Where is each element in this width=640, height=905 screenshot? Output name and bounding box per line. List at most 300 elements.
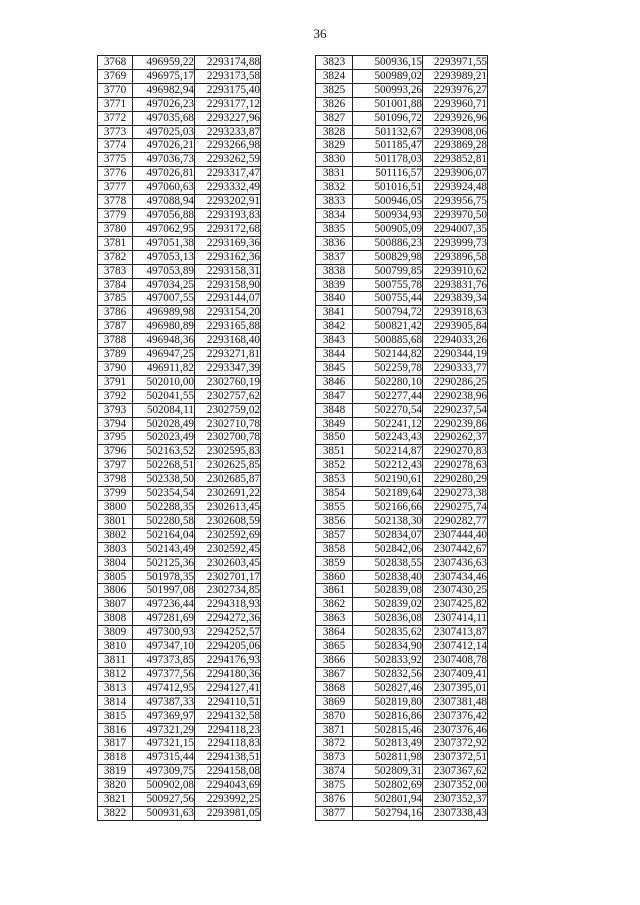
point-number-cell: 3862 bbox=[316, 598, 353, 612]
point-number-cell: 3776 bbox=[98, 167, 133, 181]
table-row bbox=[316, 473, 488, 487]
point-number-cell: 3772 bbox=[98, 111, 133, 125]
point-number-cell: 3834 bbox=[316, 208, 353, 222]
table-row bbox=[316, 737, 488, 751]
x-coordinate-cell: 500993,26 bbox=[353, 83, 423, 97]
x-coordinate-cell: 502010,00 bbox=[133, 375, 195, 389]
x-coordinate-cell: 502338,50 bbox=[133, 473, 195, 487]
x-coordinate-cell: 497300,93 bbox=[133, 626, 195, 640]
x-coordinate-cell: 502268,51 bbox=[133, 459, 195, 473]
x-coordinate-cell: 502241,12 bbox=[353, 417, 423, 431]
y-coordinate-cell: 2293956,75 bbox=[423, 195, 488, 209]
point-number-cell: 3795 bbox=[98, 431, 133, 445]
y-coordinate-cell: 2293896,58 bbox=[423, 250, 488, 264]
point-number-cell: 3768 bbox=[98, 56, 133, 70]
x-coordinate-cell: 500886,23 bbox=[353, 236, 423, 250]
x-coordinate-cell: 502189,64 bbox=[353, 487, 423, 501]
x-coordinate-cell: 496948,36 bbox=[133, 334, 195, 348]
point-number-cell: 3801 bbox=[98, 514, 133, 528]
point-number-cell: 3817 bbox=[98, 737, 133, 751]
point-number-cell: 3859 bbox=[316, 556, 353, 570]
y-coordinate-cell: 2293165,88 bbox=[195, 320, 261, 334]
y-coordinate-cell: 2290278,63 bbox=[423, 459, 488, 473]
y-coordinate-cell: 2293317,47 bbox=[195, 167, 261, 181]
y-coordinate-cell: 2293869,28 bbox=[423, 139, 488, 153]
point-number-cell: 3791 bbox=[98, 375, 133, 389]
x-coordinate-cell: 497034,25 bbox=[133, 278, 195, 292]
point-number-cell: 3819 bbox=[98, 765, 133, 779]
table-row bbox=[98, 208, 261, 222]
table-row bbox=[316, 626, 488, 640]
table-row bbox=[98, 111, 261, 125]
table-row bbox=[316, 445, 488, 459]
table-row bbox=[316, 83, 488, 97]
table-row bbox=[98, 195, 261, 209]
x-coordinate-cell: 502834,07 bbox=[353, 528, 423, 542]
point-number-cell: 3804 bbox=[98, 556, 133, 570]
point-number-cell: 3860 bbox=[316, 570, 353, 584]
y-coordinate-cell: 2307409,41 bbox=[423, 667, 488, 681]
x-coordinate-cell: 496911,82 bbox=[133, 361, 195, 375]
y-coordinate-cell: 2294110,51 bbox=[195, 695, 261, 709]
y-coordinate-cell: 2307372,92 bbox=[423, 737, 488, 751]
table-row bbox=[98, 681, 261, 695]
table-row bbox=[316, 779, 488, 793]
table-row bbox=[316, 501, 488, 515]
point-number-cell: 3848 bbox=[316, 403, 353, 417]
point-number-cell: 3820 bbox=[98, 779, 133, 793]
table-row bbox=[316, 320, 488, 334]
y-coordinate-cell: 2302613,45 bbox=[195, 501, 261, 515]
table-row bbox=[98, 737, 261, 751]
table-row bbox=[98, 56, 261, 70]
point-number-cell: 3865 bbox=[316, 640, 353, 654]
table-row bbox=[98, 431, 261, 445]
y-coordinate-cell: 2302592,69 bbox=[195, 528, 261, 542]
y-coordinate-cell: 2290344,19 bbox=[423, 348, 488, 362]
x-coordinate-cell: 502190,61 bbox=[353, 473, 423, 487]
y-coordinate-cell: 2293971,55 bbox=[423, 56, 488, 70]
y-coordinate-cell: 2293970,50 bbox=[423, 208, 488, 222]
y-coordinate-cell: 2307367,62 bbox=[423, 765, 488, 779]
x-coordinate-cell: 501978,35 bbox=[133, 570, 195, 584]
y-coordinate-cell: 2293831,76 bbox=[423, 278, 488, 292]
x-coordinate-cell: 502212,43 bbox=[353, 459, 423, 473]
table-row bbox=[98, 375, 261, 389]
table-row bbox=[98, 361, 261, 375]
point-number-cell: 3876 bbox=[316, 793, 353, 807]
x-coordinate-cell: 497377,56 bbox=[133, 667, 195, 681]
point-number-cell: 3782 bbox=[98, 250, 133, 264]
point-number-cell: 3814 bbox=[98, 695, 133, 709]
x-coordinate-cell: 502288,35 bbox=[133, 501, 195, 515]
table-row bbox=[316, 222, 488, 236]
table-row bbox=[98, 514, 261, 528]
point-number-cell: 3807 bbox=[98, 598, 133, 612]
table-row bbox=[98, 292, 261, 306]
table-row bbox=[98, 139, 261, 153]
y-coordinate-cell: 2294138,51 bbox=[195, 751, 261, 765]
point-number-cell: 3811 bbox=[98, 653, 133, 667]
x-coordinate-cell: 497036,73 bbox=[133, 153, 195, 167]
point-number-cell: 3877 bbox=[316, 806, 353, 820]
y-coordinate-cell: 2293158,90 bbox=[195, 278, 261, 292]
point-number-cell: 3816 bbox=[98, 723, 133, 737]
x-coordinate-cell: 501001,88 bbox=[353, 97, 423, 111]
table-row bbox=[316, 514, 488, 528]
point-number-cell: 3829 bbox=[316, 139, 353, 153]
x-coordinate-cell: 502280,58 bbox=[133, 514, 195, 528]
point-number-cell: 3830 bbox=[316, 153, 353, 167]
x-coordinate-cell: 500934,93 bbox=[353, 208, 423, 222]
x-coordinate-cell: 497035,68 bbox=[133, 111, 195, 125]
y-coordinate-cell: 2307425,82 bbox=[423, 598, 488, 612]
y-coordinate-cell: 2307372,51 bbox=[423, 751, 488, 765]
x-coordinate-cell: 497060,63 bbox=[133, 181, 195, 195]
table-row bbox=[316, 97, 488, 111]
y-coordinate-cell: 2293918,63 bbox=[423, 306, 488, 320]
point-number-cell: 3815 bbox=[98, 709, 133, 723]
y-coordinate-cell: 2294180,36 bbox=[195, 667, 261, 681]
y-coordinate-cell: 2293908,06 bbox=[423, 125, 488, 139]
point-number-cell: 3810 bbox=[98, 640, 133, 654]
y-coordinate-cell: 2293999,73 bbox=[423, 236, 488, 250]
point-number-cell: 3824 bbox=[316, 69, 353, 83]
table-row bbox=[316, 695, 488, 709]
y-coordinate-cell: 2302701,17 bbox=[195, 570, 261, 584]
table-row bbox=[98, 542, 261, 556]
y-coordinate-cell: 2293992,25 bbox=[195, 793, 261, 807]
y-coordinate-cell: 2293271,81 bbox=[195, 348, 261, 362]
table-row bbox=[316, 709, 488, 723]
table-row bbox=[98, 570, 261, 584]
y-coordinate-cell: 2293906,07 bbox=[423, 167, 488, 181]
x-coordinate-cell: 502280,10 bbox=[353, 375, 423, 389]
point-number-cell: 3792 bbox=[98, 389, 133, 403]
table-row bbox=[98, 459, 261, 473]
y-coordinate-cell: 2302625,85 bbox=[195, 459, 261, 473]
point-number-cell: 3809 bbox=[98, 626, 133, 640]
table-row bbox=[98, 501, 261, 515]
point-number-cell: 3833 bbox=[316, 195, 353, 209]
point-number-cell: 3779 bbox=[98, 208, 133, 222]
x-coordinate-cell: 497412,95 bbox=[133, 681, 195, 695]
point-number-cell: 3851 bbox=[316, 445, 353, 459]
y-coordinate-cell: 2293173,58 bbox=[195, 69, 261, 83]
point-number-cell: 3781 bbox=[98, 236, 133, 250]
table-row bbox=[316, 111, 488, 125]
table-row bbox=[316, 389, 488, 403]
x-coordinate-cell: 497088,94 bbox=[133, 195, 195, 209]
table-row bbox=[316, 56, 488, 70]
y-coordinate-cell: 2293193,83 bbox=[195, 208, 261, 222]
x-coordinate-cell: 497051,38 bbox=[133, 236, 195, 250]
table-row bbox=[316, 528, 488, 542]
x-coordinate-cell: 501997,08 bbox=[133, 584, 195, 598]
x-coordinate-cell: 496959,22 bbox=[133, 56, 195, 70]
y-coordinate-cell: 2290262,37 bbox=[423, 431, 488, 445]
table-row bbox=[316, 250, 488, 264]
table-row bbox=[316, 403, 488, 417]
table-row bbox=[98, 348, 261, 362]
x-coordinate-cell: 501132,67 bbox=[353, 125, 423, 139]
table-row bbox=[98, 222, 261, 236]
table-row bbox=[98, 709, 261, 723]
y-coordinate-cell: 2307413,87 bbox=[423, 626, 488, 640]
table-row bbox=[316, 806, 488, 820]
y-coordinate-cell: 2294272,36 bbox=[195, 612, 261, 626]
x-coordinate-cell: 502815,46 bbox=[353, 723, 423, 737]
point-number-cell: 3794 bbox=[98, 417, 133, 431]
point-number-cell: 3849 bbox=[316, 417, 353, 431]
x-coordinate-cell: 502832,56 bbox=[353, 667, 423, 681]
y-coordinate-cell: 2307338,43 bbox=[423, 806, 488, 820]
table-row bbox=[98, 765, 261, 779]
table-row bbox=[98, 125, 261, 139]
x-coordinate-cell: 502144,82 bbox=[353, 348, 423, 362]
y-coordinate-cell: 2293905,84 bbox=[423, 320, 488, 334]
table-row bbox=[98, 473, 261, 487]
x-coordinate-cell: 500755,78 bbox=[353, 278, 423, 292]
y-coordinate-cell: 2294132,58 bbox=[195, 709, 261, 723]
point-number-cell: 3840 bbox=[316, 292, 353, 306]
x-coordinate-cell: 501016,51 bbox=[353, 181, 423, 195]
x-coordinate-cell: 502839,02 bbox=[353, 598, 423, 612]
point-number-cell: 3778 bbox=[98, 195, 133, 209]
y-coordinate-cell: 2307395,01 bbox=[423, 681, 488, 695]
point-number-cell: 3786 bbox=[98, 306, 133, 320]
y-coordinate-cell: 2302595,83 bbox=[195, 445, 261, 459]
y-coordinate-cell: 2294007,35 bbox=[423, 222, 488, 236]
x-coordinate-cell: 497315,44 bbox=[133, 751, 195, 765]
point-number-cell: 3789 bbox=[98, 348, 133, 362]
y-coordinate-cell: 2307412,14 bbox=[423, 640, 488, 654]
y-coordinate-cell: 2294252,57 bbox=[195, 626, 261, 640]
y-coordinate-cell: 2293177,12 bbox=[195, 97, 261, 111]
x-coordinate-cell: 497369,97 bbox=[133, 709, 195, 723]
table-row bbox=[98, 417, 261, 431]
point-number-cell: 3850 bbox=[316, 431, 353, 445]
table-row bbox=[98, 640, 261, 654]
y-coordinate-cell: 2293154,20 bbox=[195, 306, 261, 320]
x-coordinate-cell: 500905,09 bbox=[353, 222, 423, 236]
x-coordinate-cell: 500927,56 bbox=[133, 793, 195, 807]
point-number-cell: 3787 bbox=[98, 320, 133, 334]
point-number-cell: 3866 bbox=[316, 653, 353, 667]
point-number-cell: 3855 bbox=[316, 501, 353, 515]
y-coordinate-cell: 2293981,05 bbox=[195, 806, 261, 820]
table-row bbox=[98, 445, 261, 459]
page-number: 36 bbox=[313, 26, 327, 41]
table-row bbox=[98, 653, 261, 667]
y-coordinate-cell: 2307376,46 bbox=[423, 723, 488, 737]
point-number-cell: 3771 bbox=[98, 97, 133, 111]
y-coordinate-cell: 2294127,41 bbox=[195, 681, 261, 695]
x-coordinate-cell: 502833,92 bbox=[353, 653, 423, 667]
point-number-cell: 3857 bbox=[316, 528, 353, 542]
x-coordinate-cell: 497026,81 bbox=[133, 167, 195, 181]
point-number-cell: 3847 bbox=[316, 389, 353, 403]
y-coordinate-cell: 2294118,23 bbox=[195, 723, 261, 737]
table-row bbox=[98, 751, 261, 765]
table-row bbox=[98, 181, 261, 195]
point-number-cell: 3775 bbox=[98, 153, 133, 167]
y-coordinate-cell: 2307381,48 bbox=[423, 695, 488, 709]
point-number-cell: 3802 bbox=[98, 528, 133, 542]
table-row bbox=[98, 389, 261, 403]
x-coordinate-cell: 497053,13 bbox=[133, 250, 195, 264]
y-coordinate-cell: 2302685,87 bbox=[195, 473, 261, 487]
table-row bbox=[316, 208, 488, 222]
y-coordinate-cell: 2307352,00 bbox=[423, 779, 488, 793]
table-row bbox=[98, 236, 261, 250]
point-number-cell: 3774 bbox=[98, 139, 133, 153]
point-number-cell: 3823 bbox=[316, 56, 353, 70]
table-row bbox=[98, 167, 261, 181]
y-coordinate-cell: 2293926,96 bbox=[423, 111, 488, 125]
x-coordinate-cell: 497373,85 bbox=[133, 653, 195, 667]
y-coordinate-cell: 2294205,06 bbox=[195, 640, 261, 654]
table-row bbox=[316, 292, 488, 306]
point-number-cell: 3784 bbox=[98, 278, 133, 292]
point-number-cell: 3867 bbox=[316, 667, 353, 681]
x-coordinate-cell: 497347,10 bbox=[133, 640, 195, 654]
y-coordinate-cell: 2293924,48 bbox=[423, 181, 488, 195]
point-number-cell: 3785 bbox=[98, 292, 133, 306]
table-row bbox=[316, 598, 488, 612]
point-number-cell: 3822 bbox=[98, 806, 133, 820]
x-coordinate-cell: 502243,43 bbox=[353, 431, 423, 445]
y-coordinate-cell: 2293227,96 bbox=[195, 111, 261, 125]
x-coordinate-cell: 497236,44 bbox=[133, 598, 195, 612]
point-number-cell: 3821 bbox=[98, 793, 133, 807]
point-number-cell: 3843 bbox=[316, 334, 353, 348]
y-coordinate-cell: 2302691,22 bbox=[195, 487, 261, 501]
table-row bbox=[316, 723, 488, 737]
y-coordinate-cell: 2302592,45 bbox=[195, 542, 261, 556]
x-coordinate-cell: 502143,49 bbox=[133, 542, 195, 556]
table-row bbox=[98, 403, 261, 417]
point-number-cell: 3773 bbox=[98, 125, 133, 139]
x-coordinate-cell: 502801,94 bbox=[353, 793, 423, 807]
y-coordinate-cell: 2293839,34 bbox=[423, 292, 488, 306]
x-coordinate-cell: 502163,52 bbox=[133, 445, 195, 459]
x-coordinate-cell: 497026,21 bbox=[133, 139, 195, 153]
y-coordinate-cell: 2302759,02 bbox=[195, 403, 261, 417]
point-number-cell: 3769 bbox=[98, 69, 133, 83]
x-coordinate-cell: 502813,49 bbox=[353, 737, 423, 751]
table-row bbox=[98, 667, 261, 681]
y-coordinate-cell: 2302760,19 bbox=[195, 375, 261, 389]
table-row bbox=[98, 487, 261, 501]
point-number-cell: 3871 bbox=[316, 723, 353, 737]
table-row bbox=[316, 153, 488, 167]
table-row bbox=[98, 153, 261, 167]
point-number-cell: 3853 bbox=[316, 473, 353, 487]
x-coordinate-cell: 502836,08 bbox=[353, 612, 423, 626]
x-coordinate-cell: 502811,98 bbox=[353, 751, 423, 765]
x-coordinate-cell: 500794,72 bbox=[353, 306, 423, 320]
point-number-cell: 3832 bbox=[316, 181, 353, 195]
x-coordinate-cell: 502835,62 bbox=[353, 626, 423, 640]
x-coordinate-cell: 501116,57 bbox=[353, 167, 423, 181]
x-coordinate-cell: 497062,95 bbox=[133, 222, 195, 236]
y-coordinate-cell: 2302700,78 bbox=[195, 431, 261, 445]
table-row bbox=[316, 640, 488, 654]
point-number-cell: 3874 bbox=[316, 765, 353, 779]
point-number-cell: 3846 bbox=[316, 375, 353, 389]
x-coordinate-cell: 497321,15 bbox=[133, 737, 195, 751]
x-coordinate-cell: 497056,88 bbox=[133, 208, 195, 222]
point-number-cell: 3799 bbox=[98, 487, 133, 501]
x-coordinate-cell: 502041,55 bbox=[133, 389, 195, 403]
y-coordinate-cell: 2307408,78 bbox=[423, 653, 488, 667]
x-coordinate-cell: 497053,89 bbox=[133, 264, 195, 278]
y-coordinate-cell: 2294043,69 bbox=[195, 779, 261, 793]
table-row bbox=[98, 250, 261, 264]
x-coordinate-cell: 502794,16 bbox=[353, 806, 423, 820]
point-number-cell: 3825 bbox=[316, 83, 353, 97]
x-coordinate-cell: 496947,25 bbox=[133, 348, 195, 362]
x-coordinate-cell: 502270,54 bbox=[353, 403, 423, 417]
table-row bbox=[98, 612, 261, 626]
x-coordinate-cell: 502354,54 bbox=[133, 487, 195, 501]
point-number-cell: 3803 bbox=[98, 542, 133, 556]
point-number-cell: 3805 bbox=[98, 570, 133, 584]
table-row bbox=[316, 542, 488, 556]
x-coordinate-cell: 502023,49 bbox=[133, 431, 195, 445]
y-coordinate-cell: 2293162,36 bbox=[195, 250, 261, 264]
table-row bbox=[98, 793, 261, 807]
y-coordinate-cell: 2293960,71 bbox=[423, 97, 488, 111]
x-coordinate-cell: 496989,98 bbox=[133, 306, 195, 320]
x-coordinate-cell: 502138,30 bbox=[353, 514, 423, 528]
x-coordinate-cell: 500829,98 bbox=[353, 250, 423, 264]
table-row bbox=[316, 570, 488, 584]
table-row bbox=[98, 598, 261, 612]
y-coordinate-cell: 2293174,88 bbox=[195, 56, 261, 70]
table-row bbox=[316, 417, 488, 431]
point-number-cell: 3844 bbox=[316, 348, 353, 362]
point-number-cell: 3783 bbox=[98, 264, 133, 278]
point-number-cell: 3793 bbox=[98, 403, 133, 417]
y-coordinate-cell: 2307430,25 bbox=[423, 584, 488, 598]
point-number-cell: 3813 bbox=[98, 681, 133, 695]
point-number-cell: 3796 bbox=[98, 445, 133, 459]
point-number-cell: 3839 bbox=[316, 278, 353, 292]
table-row bbox=[316, 556, 488, 570]
y-coordinate-cell: 2290238,96 bbox=[423, 389, 488, 403]
table-row bbox=[316, 236, 488, 250]
y-coordinate-cell: 2293202,91 bbox=[195, 195, 261, 209]
x-coordinate-cell: 502164,04 bbox=[133, 528, 195, 542]
y-coordinate-cell: 2307442,67 bbox=[423, 542, 488, 556]
table-row bbox=[316, 793, 488, 807]
x-coordinate-cell: 496982,94 bbox=[133, 83, 195, 97]
table-row bbox=[98, 584, 261, 598]
x-coordinate-cell: 500885,68 bbox=[353, 334, 423, 348]
x-coordinate-cell: 502809,31 bbox=[353, 765, 423, 779]
x-coordinate-cell: 502125,36 bbox=[133, 556, 195, 570]
point-number-cell: 3873 bbox=[316, 751, 353, 765]
y-coordinate-cell: 2293332,49 bbox=[195, 181, 261, 195]
y-coordinate-cell: 2293347,39 bbox=[195, 361, 261, 375]
x-coordinate-cell: 500936,15 bbox=[353, 56, 423, 70]
point-number-cell: 3828 bbox=[316, 125, 353, 139]
point-number-cell: 3798 bbox=[98, 473, 133, 487]
x-coordinate-cell: 500931,63 bbox=[133, 806, 195, 820]
point-number-cell: 3800 bbox=[98, 501, 133, 515]
